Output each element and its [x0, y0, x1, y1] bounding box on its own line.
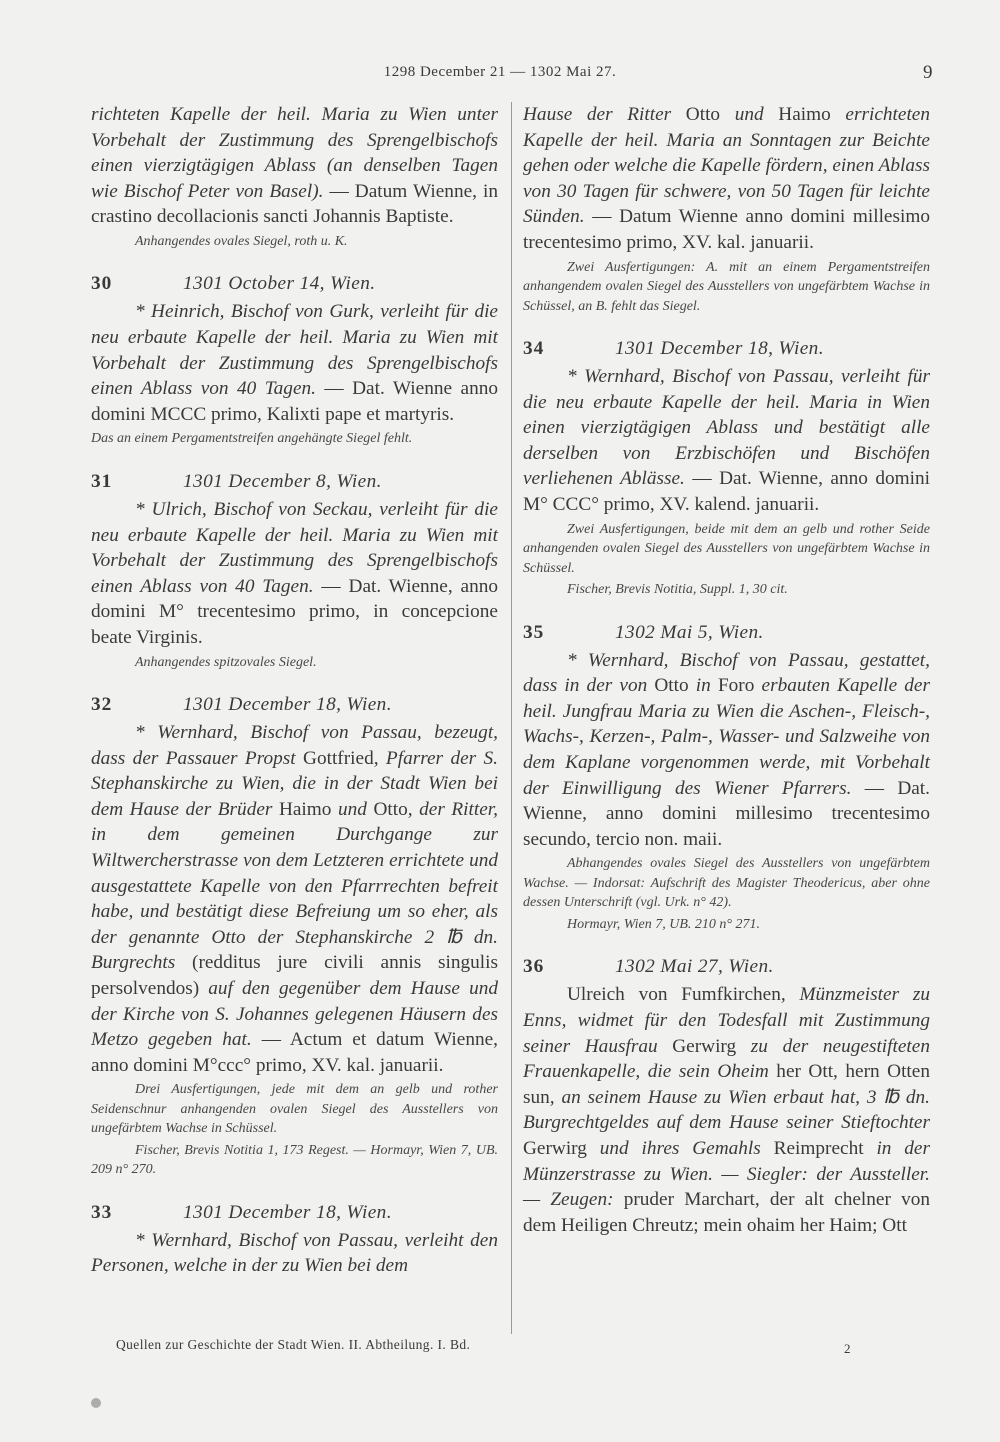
text-run: (redditus jure civili annis singulis persolvendos) [91, 952, 498, 999]
entry-33-text [91, 1228, 498, 1279]
text-run: — Actum et datum Wienne, anno domini M°ccc° primo, XV. kal. januarii. [91, 1029, 498, 1076]
text-run: Otto [654, 675, 689, 697]
entry-33-regest: * Wernhard, Bischof von Passau, verleiht den Personen, welche in der zu Wien bei dem [91, 1229, 498, 1277]
entry-34-regest: * Wernhard, Bischof von Passau, verleiht für die neu erbaute Kapelle der heil. Maria in Wien einen vierzigtägigen Ablass und bestätigt alle derselben von Erzbischöfen und Bischöfen verliehenen Ablässe. [523, 366, 930, 490]
running-title: 1298 December 21 — 1302 Mai 27. [383, 64, 617, 80]
column-divider [511, 102, 512, 1334]
entry-number: 32 [91, 694, 113, 715]
text-run: pruder Marchart, der alt chelner von dem Heiligen Chreutz; mein ohaim her Haim; Ott [523, 1189, 931, 1236]
entry-31-heading [91, 469, 498, 493]
entry-35-heading [523, 620, 930, 644]
entry-date: 1301 December 18, Wien. [615, 338, 824, 360]
right-column [523, 102, 930, 1238]
entry-number: 36 [523, 956, 545, 978]
entry-number: 35 [523, 621, 545, 643]
entry-31-text [91, 497, 498, 651]
text-run: — Dat. Wienne, anno domini millesimo trecentesimo secundo, tercio non. maii. [523, 777, 930, 850]
entry-33-heading [91, 1200, 498, 1224]
text-run: , Pfarrer der S. Stephanskirche zu Wien, die in der Stadt Wien bei dem Hause der Brüder [91, 747, 498, 820]
continued-entry-text [91, 102, 498, 230]
entry-number: 31 [91, 470, 113, 492]
text-run: auf den gegenüber dem Hause und der Kirche von S. Johannes gelegenen Häusern des Metzo gegeben hat. [91, 977, 498, 1051]
entry-number: 30 [91, 273, 113, 295]
text-run: erbauten Kapelle der heil. Jungfrau Maria zu Wien die Aschen-, Fleisch-, Wachs-, Kerzen-, Palm-, Wasser- und Salzweihe von dem Kaplane vorgenommen werde, mit Vorbehalt der Einwilligung des Wiener Pfarrers. [523, 675, 930, 799]
text-run: Reimprecht [773, 1137, 864, 1159]
text-run: in [688, 675, 718, 697]
entry-32-literature: Fischer, Brevis Notitia 1, 173 Regest. — Hormayr, Wien 7, UB. 209 n° 270. [91, 1142, 498, 1178]
entry-30-date-clause: — Dat. Wienne anno domini MCCC primo, Kalixti pape et martyris. [91, 378, 498, 425]
ink-smudge [91, 1398, 101, 1408]
entry-30-heading [91, 271, 498, 295]
entry-36-heading [523, 954, 930, 978]
text-run: Hause der Ritter [523, 104, 686, 125]
entry-33-note: Zwei Ausfertigungen: A. mit an einem Pergamentstreifen anhangendem ovalen Siegel des Ausstellers von ungefärbtem Wachse in Schüssel, an B. fehlt das Siegel. [523, 259, 930, 314]
text-run: Gerwirg [523, 1137, 587, 1159]
text-run: und ihres Gemahls [586, 1137, 774, 1159]
entry-31-note: Anhangendes spitzovales Siegel. [135, 654, 317, 670]
entry-34-literature: Fischer, Brevis Notitia, Suppl. 1, 30 cit. [567, 582, 788, 598]
entry-date: 1301 December 18, Wien. [183, 1201, 392, 1223]
entry-31-regest: * Ulrich, Bischof von Seckau, verleiht für die neu erbaute Kapelle der heil. Maria zu Wien mit Vorbehalt der Zustimmung des Sprengelbischofs einen Ablass von 40 Tagen. [91, 498, 498, 597]
entry-30-note: Das an einem Pergamentstreifen angehängte Siegel fehlt. [91, 431, 413, 447]
text-run: Haimo [278, 798, 332, 820]
text-run: , der Ritter, in dem gemeinen Durchgange zur Wiltwercherstrasse von dem Letzteren errichtete und ausgestattete Kapelle von den Pfarrrechten befreit habe, und bestätigt diese Befreiung um so eher, als der genannte Otto der Stephanskirche 2 ℔ dn. Burgrechts [91, 798, 498, 974]
text-run: Gottfried [303, 747, 374, 769]
text-run: * Wernhard, Bischof von Passau, gestattet, dass in der von [523, 649, 930, 697]
entry-34-heading [523, 336, 930, 360]
text-run: und [331, 798, 374, 820]
entry-number: 33 [91, 1201, 113, 1223]
entry-36-text [523, 982, 930, 1238]
entry-31-date-clause: — Dat. Wienne, anno domini M° trecentesimo primo, in concepcione beate Virginis. [91, 575, 498, 648]
continued-entry-date-clause: — Datum Wienne, in crastino decollacionis sancti Johannis Baptiste. [91, 180, 498, 228]
footer-source-line: Quellen zur Geschichte der Stadt Wien. II. Abtheilung. I. Bd. [116, 1337, 471, 1352]
text-run: Haimo [778, 104, 831, 125]
entry-number: 34 [523, 338, 545, 360]
signature-mark: 2 [844, 1341, 851, 1356]
text-run: errichteten Kapelle der heil. Maria an Sonntagen zur Beichte gehen oder welche die Kapelle fördern, einen Ablass von 30 Tagen für schwere, von 50 Tagen für leichte Sünden. [523, 104, 930, 228]
text-run: Otto [685, 104, 721, 125]
text-run: Foro [717, 675, 755, 697]
entry-35-literature: Hormayr, Wien 7, UB. 210 n° 271. [567, 916, 761, 932]
entry-32-note: Drei Ausfertigungen, jede mit dem an gelb und rother Seidenschnur anhangenden ovalen Siegel des Ausstellers von ungefärbtem Wachse in Schüssel. [91, 1082, 498, 1137]
text-run: * Wernhard, Bischof von Passau, bezeugt, dass der Passauer Propst [91, 722, 498, 769]
text-run: Otto [373, 798, 408, 820]
text-run: — Datum Wienne anno domini millesimo trecentesimo primo, XV. kal. januarii. [523, 206, 930, 253]
entry-32-text [91, 720, 498, 1078]
continued-entry-note: Anhangendes ovales Siegel, roth u. K. [135, 233, 348, 249]
page-footer [116, 1337, 936, 1357]
text-run: Gerwirg [672, 1035, 737, 1057]
entry-35-text [523, 648, 930, 853]
entry-34-text [523, 364, 930, 518]
text-run: her Ott, hern Otten sun [523, 1061, 930, 1108]
entry-35-note: Abhangendes ovales Siegel des Ausstellers von ungefärbtem Wachse. — Indorsat: Aufschrift des Magister Theodericus, aber ohne dessen Unterschrift (vgl. Urk. n° 42). [523, 856, 930, 911]
left-column [91, 102, 498, 1279]
page-number: 9 [923, 62, 933, 83]
text-run: zu der neugestifteten Frauenkapelle, die sein Oheim [523, 1035, 930, 1083]
continued-entry-text-italic: richteten Kapelle der heil. Maria zu Wien unter Vorbehalt der Zustimmung des Sprengelbischofs einen vierzigtägigen Ablass (an denselben Tagen wie Bischof Peter von Basel). [91, 104, 498, 202]
entry-34-note: Zwei Ausfertigungen, beide mit dem an gelb und rother Seide anhangenden ovalen Siegel des Ausstellers von ungefärbtem Wachse in Schüssel. [523, 521, 930, 576]
entry-date: 1302 Mai 5, Wien. [615, 621, 764, 643]
text-run: , Münzmeister zu Enns, widmet für den Todesfall mit Zustimmung seiner Hausfrau [523, 984, 930, 1057]
entry-date: 1302 Mai 27, Wien. [615, 956, 774, 978]
entry-date: 1301 October 14, Wien. [183, 273, 376, 295]
entry-30-text [91, 299, 498, 427]
entry-32-heading [91, 692, 498, 716]
page-header [0, 64, 1000, 88]
text-run: und [720, 104, 779, 125]
entry-34-date-clause: — Dat. Wienne, anno domini M° CCC° primo, XV. kalend. januarii. [523, 468, 931, 516]
entry-30-regest: * Heinrich, Bischof von Gurk, verleiht für die neu erbaute Kapelle der heil. Maria zu Wien mit Vorbehalt der Zustimmung des Sprengelbischofs einen Ablass von 40 Tagen. [91, 301, 498, 400]
entry-date: 1301 December 8, Wien. [183, 470, 382, 492]
text-run: , an seinem Hause zu Wien erbaut hat, 3 ℔ dn. Burgrechtgeldes auf dem Hause seiner Stieftochter [523, 1086, 930, 1134]
text-run: Ulreich von Fumfkirchen [567, 984, 781, 1006]
entry-date: 1301 December 18, Wien. [183, 694, 392, 715]
entry-33-continued-text [523, 102, 930, 256]
text-run: in der Münzerstrasse zu Wien. — Siegler: der Aussteller. — Zeugen: [523, 1137, 930, 1211]
